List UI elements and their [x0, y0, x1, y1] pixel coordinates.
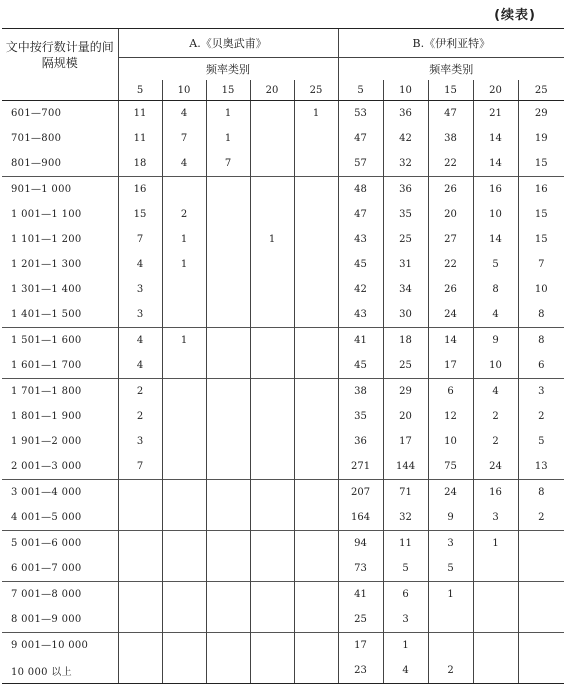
beowulf-value-cell — [250, 505, 294, 531]
beowulf-value-cell — [118, 607, 162, 633]
beowulf-value-cell: 11 — [118, 101, 162, 127]
iliad-value-cell: 12 — [428, 404, 473, 429]
iliad-value-cell — [518, 556, 564, 582]
beowulf-value-cell — [294, 151, 338, 177]
beowulf-value-cell: 1 — [206, 101, 250, 127]
beowulf-value-cell: 2 — [118, 379, 162, 405]
beowulf-value-cell — [206, 252, 250, 277]
interval-range-cell: 2 001—3 000 — [11, 461, 82, 472]
iliad-frequency-header: 频率类别 — [338, 58, 564, 81]
continued-label: (续表) — [494, 8, 536, 23]
beowulf-value-cell — [206, 454, 250, 480]
beowulf-value-cell — [206, 404, 250, 429]
beowulf-value-cell — [206, 202, 250, 227]
interval-range-cell: 601—700 — [11, 108, 62, 119]
beowulf-value-cell — [206, 582, 250, 608]
iliad-value-cell: 31 — [383, 252, 428, 277]
iliad-value-cell: 5 — [473, 252, 518, 277]
iliad-value-cell: 1 — [383, 633, 428, 659]
iliad-value-cell: 2 — [428, 658, 473, 684]
iliad-value-cell: 27 — [428, 227, 473, 252]
beowulf-value-cell: 16 — [118, 177, 162, 203]
table-row — [2, 607, 564, 633]
beowulf-value-cell — [162, 505, 206, 531]
interval-range-cell: 3 001—4 000 — [2, 480, 118, 506]
beowulf-value-cell — [294, 126, 338, 151]
beowulf-value-cell — [162, 556, 206, 582]
beowulf-value-cell — [206, 505, 250, 531]
iliad-value-cell: 36 — [383, 177, 428, 203]
beowulf-value-cell — [250, 633, 294, 659]
beowulf-value-cell: 2 — [118, 404, 162, 429]
beowulf-value-cell: 3 — [118, 277, 162, 302]
iliad-value-cell: 8 — [518, 302, 564, 328]
table-row — [2, 582, 564, 608]
beowulf-value-cell — [294, 505, 338, 531]
beowulf-value-cell — [206, 227, 250, 252]
iliad-value-cell: 4 — [383, 658, 428, 684]
beowulf-value-cell — [250, 177, 294, 203]
beowulf-value-cell — [162, 633, 206, 659]
table-row — [2, 227, 564, 252]
column-header: 20 — [473, 80, 518, 101]
beowulf-value-cell — [162, 277, 206, 302]
iliad-value-cell: 5 — [518, 429, 564, 454]
iliad-value-cell: 94 — [338, 531, 383, 557]
iliad-value-cell: 20 — [383, 404, 428, 429]
table-row — [2, 454, 564, 480]
iliad-value-cell: 45 — [338, 353, 383, 379]
iliad-value-cell: 26 — [428, 277, 473, 302]
beowulf-value-cell: 4 — [162, 151, 206, 177]
interval-range-cell: 1 601—1 700 — [11, 360, 82, 371]
iliad-value-cell — [473, 607, 518, 633]
iliad-value-cell: 23 — [338, 658, 383, 684]
beowulf-value-cell — [294, 556, 338, 582]
beowulf-value-cell — [162, 379, 206, 405]
iliad-value-cell: 47 — [428, 101, 473, 127]
iliad-value-cell: 43 — [338, 302, 383, 328]
iliad-value-cell: 4 — [473, 302, 518, 328]
beowulf-value-cell — [206, 379, 250, 405]
beowulf-value-cell — [250, 658, 294, 684]
beowulf-value-cell — [162, 607, 206, 633]
beowulf-value-cell — [250, 454, 294, 480]
iliad-value-cell — [473, 658, 518, 684]
iliad-value-cell: 6 — [428, 379, 473, 405]
column-header: 10 — [383, 80, 428, 101]
table-body — [2, 101, 564, 684]
beowulf-value-cell: 4 — [118, 353, 162, 379]
iliad-value-cell: 5 — [383, 556, 428, 582]
beowulf-value-cell — [206, 328, 250, 354]
column-header: 15 — [206, 80, 250, 101]
column-header: 5 — [338, 80, 383, 101]
beowulf-value-cell: 1 — [250, 227, 294, 252]
beowulf-value-cell: 7 — [162, 126, 206, 151]
iliad-value-cell — [428, 607, 473, 633]
iliad-value-cell: 10 — [428, 429, 473, 454]
iliad-value-cell: 1 — [428, 582, 473, 608]
interval-range-cell: 1 001—1 100 — [11, 209, 82, 220]
iliad-value-cell: 3 — [428, 531, 473, 557]
beowulf-value-cell: 1 — [294, 101, 338, 127]
iliad-value-cell: 21 — [473, 101, 518, 127]
beowulf-value-cell — [206, 531, 250, 557]
beowulf-value-cell — [294, 658, 338, 684]
table-row — [2, 480, 564, 506]
iliad-value-cell: 9 — [473, 328, 518, 354]
iliad-value-cell: 17 — [383, 429, 428, 454]
iliad-value-cell: 22 — [428, 151, 473, 177]
beowulf-value-cell — [118, 633, 162, 659]
iliad-value-cell: 207 — [338, 480, 383, 506]
table-row — [2, 379, 564, 405]
beowulf-value-cell — [250, 607, 294, 633]
interval-range-cell: 1 701—1 800 — [2, 379, 118, 405]
iliad-value-cell — [518, 658, 564, 684]
iliad-value-cell: 38 — [428, 126, 473, 151]
beowulf-value-cell — [294, 404, 338, 429]
beowulf-value-cell — [250, 151, 294, 177]
beowulf-value-cell: 1 — [162, 328, 206, 354]
beowulf-value-cell — [250, 353, 294, 379]
iliad-value-cell: 75 — [428, 454, 473, 480]
beowulf-value-cell — [118, 582, 162, 608]
beowulf-value-cell — [294, 353, 338, 379]
iliad-value-cell: 32 — [383, 151, 428, 177]
iliad-group-header: B.《伊利亚特》 — [338, 29, 564, 58]
interval-size-header: 文中按行数计量的间隔规模 — [2, 29, 118, 101]
iliad-value-cell: 22 — [428, 252, 473, 277]
iliad-value-cell: 24 — [428, 302, 473, 328]
iliad-value-cell: 9 — [428, 505, 473, 531]
iliad-value-cell: 25 — [338, 607, 383, 633]
beowulf-value-cell — [206, 556, 250, 582]
iliad-value-cell: 71 — [383, 480, 428, 506]
beowulf-value-cell: 3 — [118, 429, 162, 454]
interval-range-cell: 701—800 — [11, 133, 62, 144]
table-row — [2, 302, 564, 328]
iliad-value-cell: 25 — [383, 353, 428, 379]
interval-range-cell: 5 001—6 000 — [2, 531, 118, 557]
beowulf-value-cell — [294, 227, 338, 252]
iliad-value-cell: 14 — [473, 227, 518, 252]
column-header: 25 — [294, 80, 338, 101]
column-header: 20 — [250, 80, 294, 101]
beowulf-value-cell — [162, 302, 206, 328]
beowulf-value-cell — [294, 480, 338, 506]
iliad-value-cell — [518, 607, 564, 633]
beowulf-value-cell — [162, 658, 206, 684]
iliad-value-cell: 2 — [518, 505, 564, 531]
iliad-value-cell: 47 — [338, 202, 383, 227]
beowulf-value-cell — [250, 404, 294, 429]
beowulf-value-cell — [250, 582, 294, 608]
beowulf-value-cell — [250, 101, 294, 127]
iliad-value-cell: 20 — [428, 202, 473, 227]
iliad-value-cell: 7 — [518, 252, 564, 277]
beowulf-value-cell: 1 — [162, 252, 206, 277]
beowulf-group-header: A.《贝奥武甫》 — [118, 29, 338, 58]
iliad-value-cell: 2 — [518, 404, 564, 429]
table-row — [2, 126, 564, 151]
iliad-value-cell: 8 — [518, 328, 564, 354]
iliad-value-cell: 24 — [428, 480, 473, 506]
iliad-value-cell: 15 — [518, 202, 564, 227]
beowulf-value-cell: 4 — [118, 328, 162, 354]
iliad-value-cell: 164 — [338, 505, 383, 531]
iliad-value-cell: 15 — [518, 227, 564, 252]
iliad-value-cell: 6 — [518, 353, 564, 379]
beowulf-value-cell: 2 — [162, 202, 206, 227]
beowulf-value-cell — [162, 454, 206, 480]
beowulf-value-cell — [294, 607, 338, 633]
beowulf-value-cell: 3 — [118, 302, 162, 328]
iliad-value-cell: 6 — [383, 582, 428, 608]
iliad-value-cell: 35 — [383, 202, 428, 227]
beowulf-value-cell: 1 — [206, 126, 250, 151]
iliad-value-cell — [428, 633, 473, 659]
interval-range-cell: 1 201—1 300 — [11, 259, 82, 270]
beowulf-value-cell — [250, 556, 294, 582]
iliad-value-cell: 15 — [518, 151, 564, 177]
iliad-value-cell: 17 — [338, 633, 383, 659]
beowulf-value-cell — [250, 277, 294, 302]
iliad-value-cell: 45 — [338, 252, 383, 277]
beowulf-value-cell: 4 — [162, 101, 206, 127]
beowulf-value-cell — [162, 480, 206, 506]
beowulf-value-cell — [206, 277, 250, 302]
iliad-value-cell: 10 — [473, 353, 518, 379]
beowulf-value-cell — [294, 302, 338, 328]
iliad-value-cell: 8 — [518, 480, 564, 506]
interval-range-cell: 1 301—1 400 — [11, 284, 82, 295]
beowulf-value-cell — [206, 429, 250, 454]
iliad-value-cell: 29 — [518, 101, 564, 127]
iliad-value-cell: 42 — [383, 126, 428, 151]
beowulf-value-cell — [250, 328, 294, 354]
interval-range-cell: 1 401—1 500 — [11, 309, 82, 320]
iliad-value-cell: 43 — [338, 227, 383, 252]
iliad-value-cell: 47 — [338, 126, 383, 151]
iliad-value-cell: 8 — [473, 277, 518, 302]
table-row — [2, 556, 564, 582]
iliad-value-cell: 18 — [383, 328, 428, 354]
iliad-value-cell: 26 — [428, 177, 473, 203]
iliad-value-cell: 17 — [428, 353, 473, 379]
beowulf-value-cell — [294, 277, 338, 302]
iliad-value-cell — [518, 582, 564, 608]
beowulf-value-cell — [250, 531, 294, 557]
iliad-value-cell: 30 — [383, 302, 428, 328]
beowulf-value-cell — [162, 404, 206, 429]
beowulf-value-cell — [162, 429, 206, 454]
table-row — [2, 658, 564, 684]
beowulf-value-cell — [294, 177, 338, 203]
iliad-value-cell: 57 — [338, 151, 383, 177]
interval-range-cell: 1 101—1 200 — [11, 234, 82, 245]
iliad-value-cell — [473, 582, 518, 608]
iliad-value-cell: 19 — [518, 126, 564, 151]
interval-range-cell: 1 801—1 900 — [11, 411, 82, 422]
beowulf-value-cell — [162, 531, 206, 557]
interval-range-cell: 1 501—1 600 — [2, 328, 118, 354]
beowulf-value-cell: 4 — [118, 252, 162, 277]
iliad-value-cell: 25 — [383, 227, 428, 252]
iliad-value-cell: 1 — [473, 531, 518, 557]
iliad-value-cell: 14 — [473, 151, 518, 177]
table-header — [2, 29, 564, 101]
frequency-table — [2, 28, 564, 684]
iliad-value-cell: 73 — [338, 556, 383, 582]
iliad-value-cell: 41 — [338, 582, 383, 608]
table-row — [2, 101, 564, 127]
beowulf-value-cell — [294, 454, 338, 480]
interval-range-cell: 901—1 000 — [2, 177, 118, 203]
iliad-value-cell: 10 — [473, 202, 518, 227]
interval-range-cell: 1 901—2 000 — [11, 436, 82, 447]
iliad-value-cell: 16 — [473, 177, 518, 203]
iliad-value-cell: 38 — [338, 379, 383, 405]
iliad-value-cell: 34 — [383, 277, 428, 302]
iliad-value-cell: 144 — [383, 454, 428, 480]
iliad-value-cell: 53 — [338, 101, 383, 127]
table-row — [2, 505, 564, 531]
iliad-value-cell: 48 — [338, 177, 383, 203]
iliad-value-cell: 16 — [518, 177, 564, 203]
beowulf-value-cell — [294, 633, 338, 659]
interval-range-cell: 10 000 以上 — [2, 658, 118, 684]
beowulf-value-cell — [206, 177, 250, 203]
iliad-value-cell: 35 — [338, 404, 383, 429]
iliad-value-cell: 2 — [473, 429, 518, 454]
interval-range-cell: 801—900 — [11, 158, 62, 169]
interval-range-cell: 8 001—9 000 — [11, 614, 82, 625]
beowulf-value-cell — [250, 252, 294, 277]
beowulf-value-cell — [250, 202, 294, 227]
column-header: 25 — [518, 80, 564, 101]
interval-range-cell: 4 001—5 000 — [11, 512, 82, 523]
interval-range-cell: 6 001—7 000 — [11, 563, 82, 574]
beowulf-value-cell — [294, 429, 338, 454]
iliad-value-cell: 41 — [338, 328, 383, 354]
beowulf-value-cell — [118, 531, 162, 557]
beowulf-value-cell: 7 — [118, 227, 162, 252]
beowulf-value-cell — [294, 328, 338, 354]
table-row — [2, 429, 564, 454]
beowulf-value-cell: 7 — [206, 151, 250, 177]
beowulf-value-cell — [206, 480, 250, 506]
beowulf-value-cell — [250, 429, 294, 454]
beowulf-value-cell — [294, 531, 338, 557]
beowulf-value-cell — [206, 633, 250, 659]
iliad-value-cell: 5 — [428, 556, 473, 582]
beowulf-value-cell — [250, 480, 294, 506]
iliad-value-cell: 36 — [383, 101, 428, 127]
beowulf-value-cell: 11 — [118, 126, 162, 151]
iliad-value-cell — [473, 633, 518, 659]
interval-range-cell: 9 001—10 000 — [2, 633, 118, 659]
table-row — [2, 353, 564, 379]
iliad-value-cell — [518, 531, 564, 557]
iliad-value-cell — [518, 633, 564, 659]
beowulf-value-cell: 1 — [162, 227, 206, 252]
table-row — [2, 277, 564, 302]
beowulf-value-cell — [118, 556, 162, 582]
table-row — [2, 151, 564, 177]
iliad-value-cell: 13 — [518, 454, 564, 480]
table-row — [2, 404, 564, 429]
iliad-value-cell — [473, 556, 518, 582]
beowulf-value-cell — [294, 252, 338, 277]
beowulf-value-cell — [118, 505, 162, 531]
beowulf-value-cell — [162, 177, 206, 203]
table-row — [2, 531, 564, 557]
iliad-value-cell: 36 — [338, 429, 383, 454]
iliad-value-cell: 16 — [473, 480, 518, 506]
iliad-value-cell: 2 — [473, 404, 518, 429]
iliad-value-cell: 4 — [473, 379, 518, 405]
iliad-value-cell: 3 — [518, 379, 564, 405]
beowulf-value-cell — [118, 480, 162, 506]
column-header: 10 — [162, 80, 206, 101]
table-row — [2, 633, 564, 659]
iliad-value-cell: 271 — [338, 454, 383, 480]
table-row — [2, 328, 564, 354]
iliad-value-cell: 42 — [338, 277, 383, 302]
beowulf-frequency-header: 频率类别 — [118, 58, 338, 81]
table-row — [2, 177, 564, 203]
beowulf-value-cell — [294, 379, 338, 405]
beowulf-value-cell — [206, 607, 250, 633]
iliad-value-cell: 14 — [428, 328, 473, 354]
iliad-value-cell: 10 — [518, 277, 564, 302]
beowulf-value-cell — [250, 302, 294, 328]
beowulf-value-cell: 7 — [118, 454, 162, 480]
column-header: 15 — [428, 80, 473, 101]
beowulf-value-cell — [206, 302, 250, 328]
iliad-value-cell: 11 — [383, 531, 428, 557]
beowulf-value-cell: 15 — [118, 202, 162, 227]
beowulf-value-cell — [162, 353, 206, 379]
beowulf-value-cell — [162, 582, 206, 608]
beowulf-value-cell — [206, 658, 250, 684]
interval-range-cell: 7 001—8 000 — [2, 582, 118, 608]
iliad-value-cell: 32 — [383, 505, 428, 531]
iliad-value-cell: 3 — [473, 505, 518, 531]
beowulf-value-cell — [294, 202, 338, 227]
table-row — [2, 252, 564, 277]
beowulf-value-cell — [118, 658, 162, 684]
beowulf-value-cell — [250, 379, 294, 405]
beowulf-value-cell: 18 — [118, 151, 162, 177]
iliad-value-cell: 29 — [383, 379, 428, 405]
iliad-value-cell: 24 — [473, 454, 518, 480]
beowulf-value-cell — [294, 582, 338, 608]
beowulf-value-cell — [206, 353, 250, 379]
beowulf-value-cell — [250, 126, 294, 151]
iliad-value-cell: 14 — [473, 126, 518, 151]
table-row — [2, 202, 564, 227]
iliad-value-cell: 3 — [383, 607, 428, 633]
column-header: 5 — [118, 80, 162, 101]
